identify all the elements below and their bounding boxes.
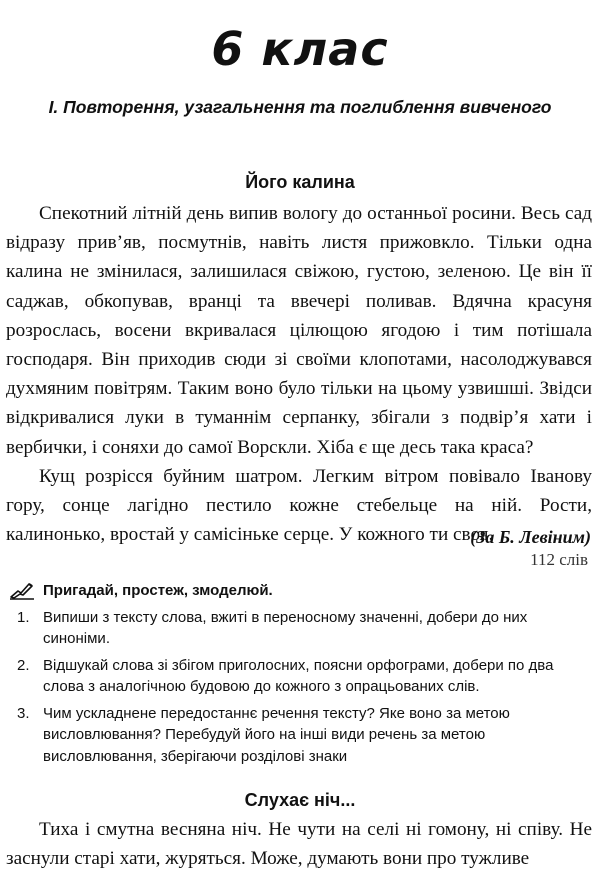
attribution: (За Б. Левіним): [470, 527, 591, 547]
task-text: Відшукай слова зі збігом приголосних, поясни орфограми, добери по два слова з аналогічною будовою до кожного з опрацьованих слів.: [43, 656, 554, 695]
task-list: [9, 607, 592, 768]
pencil-hand-icon: [9, 582, 35, 600]
task-number: 3.: [17, 704, 30, 722]
text-body-night: [6, 815, 592, 873]
list-item: [9, 607, 592, 650]
paragraph: Тиха і смутна весняна ніч. Не чути на селі ні гомону, ні співу. Не заснули старі хати, журяться. Може, думають вони про тужливе: [6, 819, 592, 870]
paragraph: Кущ розрісся буйним шатром. Легким вітром повівало Іванову гору, сонце лагідно пестило кожне стебельце на ній. Рости, калинонько, вростай у самісіньке серце. У кожного ти своя.: [6, 465, 592, 546]
task-text: Чим ускладнене передостаннє речення тексту? Яке воно за метою висловлювання? Перебудуй його на інші види речень за метою висловлювання, зберігаючи розділові знаки: [43, 704, 510, 765]
list-item: [9, 655, 592, 698]
section-title: І. Повторення, узагальнення та поглиблення вивченого: [48, 97, 552, 117]
tasks-heading-label: Пригадай, простеж, змоделюй.: [43, 582, 273, 599]
grade-title: 6 клас: [211, 22, 389, 76]
list-item: [9, 703, 592, 768]
task-number: 2.: [17, 656, 30, 674]
tasks-heading: [9, 580, 592, 602]
task-number: 1.: [17, 608, 30, 626]
task-text: Випиши з тексту слова, вжиті в переносному значенні, добери до них синоніми.: [43, 608, 528, 647]
text-title-kalyna: Його калина: [245, 172, 355, 192]
paragraph: Спекотний літній день випив вологу до останньої росини. Весь сад відразу прив’яв, посмутнів, навіть листя прижовкло. Тільки одна калина не змінилася, залишилася свіжою, густою, зеленою. Це він її саджав, обкопував, вранці та ввечері поливав. Вдячна красуня розрослась, восени вкривалася цілющою ягодою і тим потішала господаря. Він приходив сюди зі своїми клопотами, насолоджувався духмяним повітрям. Таким воно було тільки на цьому узвишші. Звідси відкривалися луки в туманнім серпанку, збігали з подвір’я хати і вербички, і соняхи до самої Ворскли. Хіба є ще десь така краса?: [6, 203, 592, 458]
text-body-kalyna: [6, 199, 592, 549]
word-count: 112 слів: [530, 550, 588, 569]
tasks-block: [9, 580, 592, 772]
text-title-night: Слухає ніч...: [244, 790, 356, 810]
